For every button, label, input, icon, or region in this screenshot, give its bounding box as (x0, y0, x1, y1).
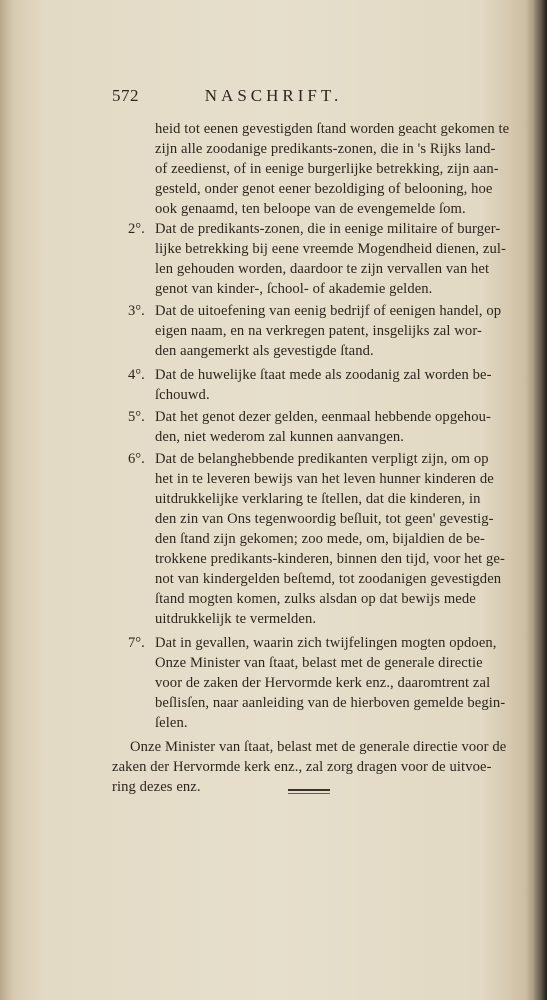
item-line: Onze Minister van ſtaat, belast met de generale directie (155, 655, 483, 671)
item-number: 5°. (128, 409, 145, 425)
item-line: voor de zaken der Hervormde kerk enz., daaromtrent zal (155, 675, 491, 691)
closing-line: zaken der Hervormde kerk enz., zal zorg dragen voor de uitvoe- (112, 759, 492, 775)
item-line: den ſtand zijn gekomen; zoo mede, om, bijaldien de be- (155, 531, 486, 547)
item-line: Dat in gevallen, waarin zich twijfelingen mogten opdoen, (155, 635, 497, 651)
item-number: 2°. (128, 221, 145, 237)
item-number: 7°. (128, 635, 145, 651)
item-line: not van kindergelden beſtemd, tot zoodanigen gevestigden (155, 571, 502, 587)
paragraph-line: gesteld, onder genot eener bezoldiging of belooning, hoe (155, 181, 493, 197)
closing-line: ring dezes enz. (112, 779, 201, 795)
end-rule-thin (288, 793, 330, 794)
item-line: ſtand mogten komen, zulks alsdan op dat bewijs mede (155, 591, 476, 607)
paragraph-line: of zeedienst, of in eenige burgerlijke betrekking, zijn aan- (155, 161, 499, 177)
item-number: 4°. (128, 367, 145, 383)
paragraph-line: heid tot eenen gevestigden ſtand worden geacht gekomen te (155, 121, 510, 137)
running-title: NASCHRIFT. (204, 86, 343, 105)
end-rule (288, 789, 330, 791)
item-number: 6°. (128, 451, 145, 467)
item-line: Dat het genot dezer gelden, eenmaal hebbende opgehou- (155, 409, 491, 425)
item-line: beſlisſen, naar aanleiding van de hierboven gemelde begin- (155, 695, 506, 711)
item-number: 3°. (128, 303, 145, 319)
item-line: lijke betrekking bij eene vreemde Mogendheid dienen, zul- (155, 241, 506, 257)
item-line: eigen naam, en na verkregen patent, insgelijks zal wor- (155, 323, 482, 339)
item-line: trokkene predikants-kinderen, binnen den tijd, voor het ge- (155, 551, 505, 567)
item-line: het in te leveren bewijs van het leven hunner kinderen de (155, 471, 494, 487)
closing-line: Onze Minister van ſtaat, belast met de generale directie voor de (130, 739, 507, 755)
page-number: 572 (112, 86, 139, 105)
item-line: len gehouden worden, daardoor te zijn vervallen van het (155, 261, 490, 277)
item-line: genot van kinder-, ſchool- of akademie gelden. (155, 281, 433, 297)
item-line: uitdrukkelijke verklaring te ſtellen, dat die kinderen, in (155, 491, 481, 507)
item-line: Dat de huwelijke ſtaat mede als zoodanig zal worden be- (155, 367, 492, 383)
item-line: uitdrukkelijk te vermelden. (155, 611, 317, 627)
paragraph-line: zijn alle zoodanige predikants-zonen, die in 's Rijks land- (155, 141, 496, 157)
item-line: den zin van Ons tegenwoordig beſluit, tot geen' gevestig- (155, 511, 494, 527)
page-header (0, 86, 547, 110)
paragraph-line: ook genaamd, ten beloope van de evengemelde ſom. (155, 201, 466, 217)
item-line: Dat de predikants-zonen, die in eenige militaire of burger- (155, 221, 501, 237)
item-line: Dat de belanghebbende predikanten verpligt zijn, om op (155, 451, 489, 467)
item-line: den, niet wederom zal kunnen aanvangen. (155, 429, 405, 445)
item-line: den aangemerkt als gevestigde ſtand. (155, 343, 374, 359)
item-line: ſelen. (155, 715, 188, 731)
item-line: Dat de uitoefening van eenig bedrijf of eenigen handel, op (155, 303, 502, 319)
item-line: ſchouwd. (155, 387, 210, 403)
